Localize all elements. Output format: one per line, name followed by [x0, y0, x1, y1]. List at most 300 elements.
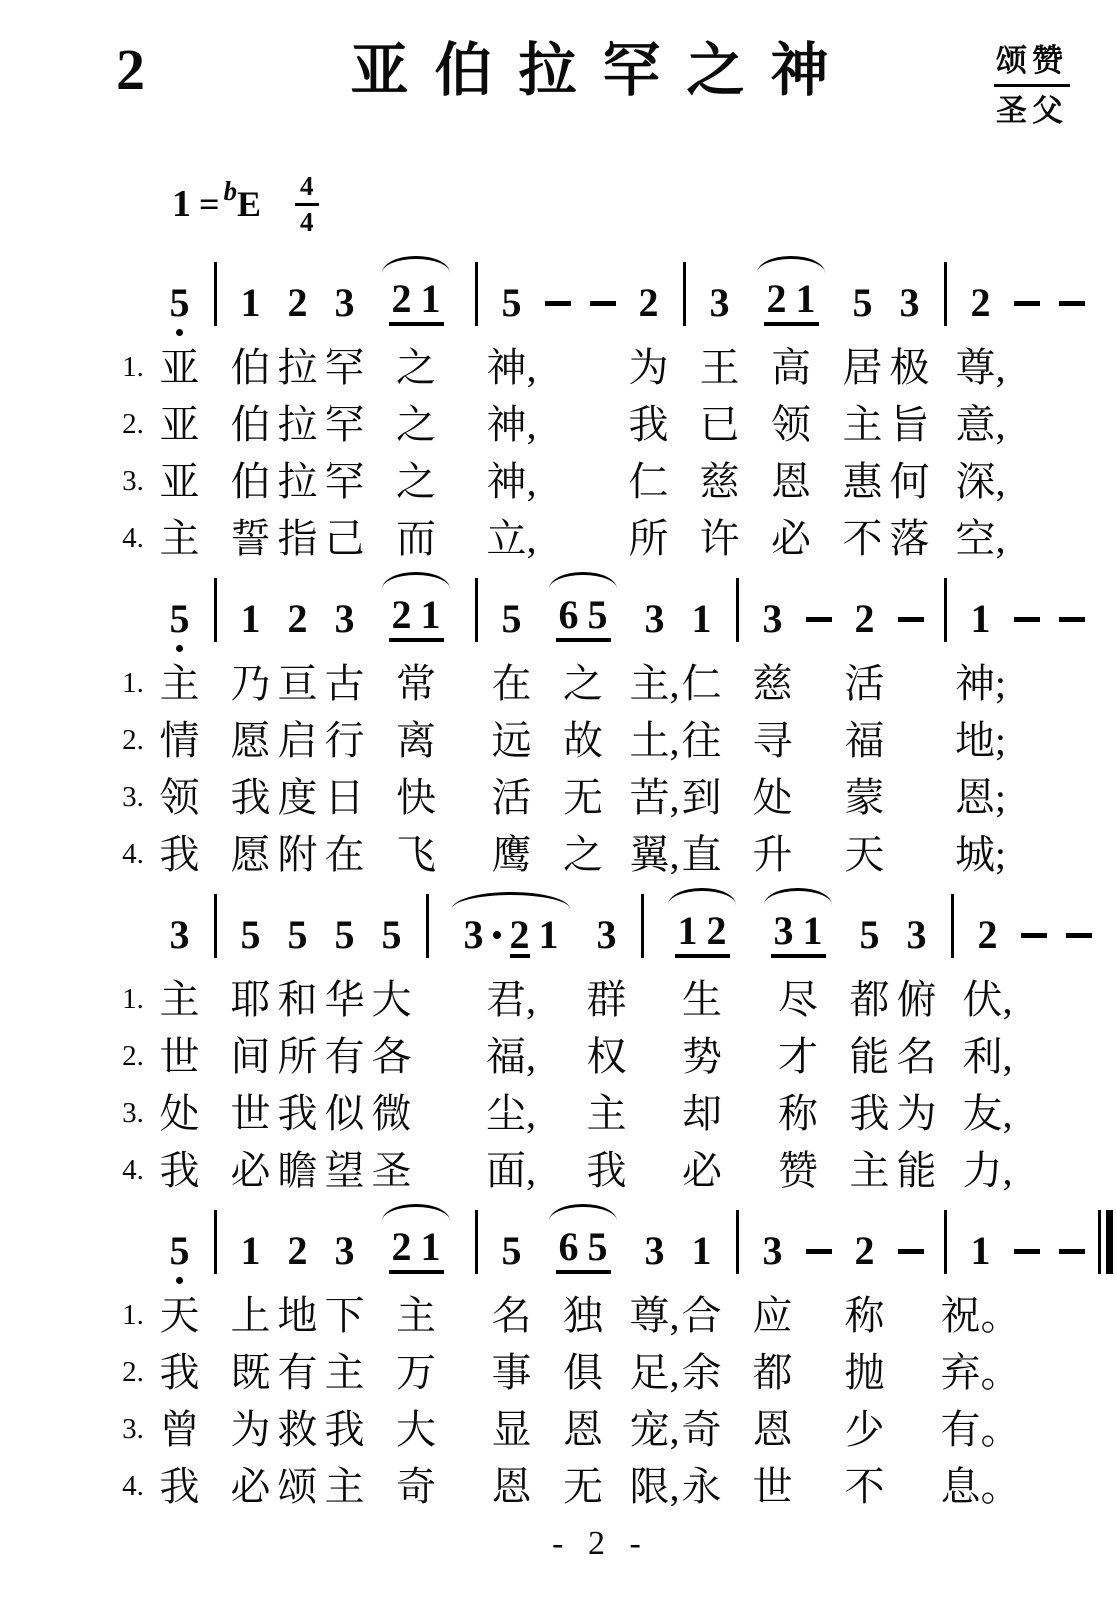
note-column — [886, 251, 933, 567]
barline-column — [464, 1199, 488, 1515]
lyric-cell — [203, 1401, 227, 1458]
lyric-cell — [888, 826, 933, 883]
lyric-cell — [464, 339, 488, 396]
lyric-cell — [110, 1028, 156, 1085]
note-column — [1049, 567, 1094, 883]
lyric-text: 各 — [371, 1033, 412, 1079]
note-column — [841, 1199, 888, 1515]
lyric-cell — [841, 1344, 888, 1401]
lyric-text: 苦, — [629, 774, 680, 820]
lyric-cell — [110, 1287, 156, 1344]
lyric-text: 抛 — [844, 1349, 885, 1395]
notation-cell — [696, 251, 743, 339]
lyric-cell — [672, 453, 696, 510]
lyric-cell — [368, 826, 464, 883]
lyric-cell — [888, 655, 933, 712]
note-column — [488, 567, 535, 883]
music-system — [110, 567, 1091, 883]
lyric-text: 曾 — [159, 1406, 200, 1452]
lyric-cell — [156, 1028, 203, 1085]
lyric-cell — [893, 1085, 940, 1142]
lyric-cell — [1011, 1028, 1056, 1085]
lyric-text: 有 — [324, 1033, 365, 1079]
note-sub — [583, 958, 630, 971]
lyric-cell — [488, 510, 535, 567]
lyric-text: 誓 — [230, 515, 271, 561]
lyric-cell — [749, 655, 796, 712]
lyric-cell — [796, 655, 841, 712]
lyric-text: 直 — [681, 831, 722, 877]
final-barline-thin — [1098, 1210, 1101, 1274]
lyric-cell — [933, 712, 957, 769]
lyric-text: 度 — [277, 774, 318, 820]
lyric-text: 无 — [563, 1463, 603, 1509]
lyric-cell — [274, 396, 321, 453]
notation-cell — [110, 567, 156, 655]
lyric-text: 亚 — [159, 458, 200, 504]
note-sub — [886, 326, 933, 339]
lyric-text: 利, — [962, 1033, 1013, 1079]
note-column — [110, 251, 156, 567]
notation-cell — [933, 567, 957, 655]
verse-number: 4. — [122, 838, 144, 871]
note-column — [368, 883, 415, 1199]
barline-column — [203, 567, 227, 883]
duration-dash — [1059, 617, 1085, 622]
lyric-cell — [630, 971, 654, 1028]
notation-cell — [156, 883, 203, 971]
note-sub — [743, 326, 839, 339]
notation-cell — [1004, 567, 1049, 655]
barline-column — [464, 567, 488, 883]
lyric-cell — [110, 453, 156, 510]
lyric-cell — [488, 453, 535, 510]
note-sub — [940, 958, 964, 971]
lyric-text: 行 — [324, 717, 365, 763]
lyric-text: 天 — [159, 1292, 200, 1338]
note-sub — [203, 1274, 227, 1287]
note-sub — [1004, 642, 1049, 655]
notation-cell — [957, 251, 1004, 339]
lyric-cell — [957, 396, 1004, 453]
lyric-text: 华 — [324, 976, 365, 1022]
note-column — [625, 251, 672, 567]
lyric-text: 许 — [699, 515, 740, 561]
lyric-cell — [796, 826, 841, 883]
lyric-text: 活 — [491, 774, 532, 820]
lyric-cell — [893, 971, 940, 1028]
lyric-text: 我 — [159, 1147, 200, 1193]
lyric-cell — [321, 655, 368, 712]
lyric-cell — [933, 339, 957, 396]
lyric-text: 独 — [563, 1292, 603, 1338]
note-column — [749, 1199, 796, 1515]
key-letter: E — [237, 184, 262, 225]
lyric-cell — [203, 1142, 227, 1199]
notation-cell — [630, 883, 654, 971]
note-column — [749, 567, 796, 883]
lyric-cell — [156, 826, 203, 883]
octave-dot — [176, 1277, 183, 1284]
lyric-cell — [321, 453, 368, 510]
lyric-text: 伯 — [230, 401, 271, 447]
note-column — [156, 251, 203, 567]
note-group — [389, 592, 444, 642]
notation-cell — [841, 1199, 888, 1287]
note-sub — [957, 1274, 1004, 1287]
lyric-cell — [796, 712, 841, 769]
note-sub — [888, 1274, 933, 1287]
notation-cell — [488, 251, 535, 339]
lyric-cell — [654, 971, 750, 1028]
slur — [452, 892, 570, 909]
note-column — [535, 1199, 631, 1515]
system-row — [110, 251, 1091, 567]
lyric-cell — [274, 1287, 321, 1344]
notation-cell — [841, 567, 888, 655]
note-column — [110, 567, 156, 883]
lyric-cell — [630, 1142, 654, 1199]
note: 1 — [240, 280, 261, 326]
barline-column — [933, 251, 957, 567]
lyric-text: 必 — [682, 1147, 722, 1193]
lyric-text: 亘 — [277, 660, 318, 706]
lyric-text: 情 — [159, 717, 200, 763]
lyric-cell — [1049, 1401, 1094, 1458]
note: 5 — [501, 280, 522, 326]
lyric-cell — [940, 1142, 964, 1199]
lyric-cell — [1004, 769, 1049, 826]
lyric-text: 耶 — [230, 976, 271, 1022]
note: 6 — [558, 1224, 579, 1270]
lyric-cell — [846, 1142, 893, 1199]
note: 3 — [644, 1228, 665, 1274]
note-column — [156, 1199, 203, 1515]
lyric-cell — [725, 769, 749, 826]
note-group — [764, 276, 819, 326]
lyric-text: 领 — [771, 401, 811, 447]
note: 3 — [709, 280, 730, 326]
dash-cell — [1014, 280, 1040, 326]
lyric-cell — [368, 453, 464, 510]
lyric-cell — [749, 826, 796, 883]
note-column — [110, 883, 156, 1199]
barline — [944, 262, 947, 326]
note-column — [110, 1199, 156, 1515]
notation-cell — [156, 251, 203, 339]
note-column — [696, 251, 743, 567]
lyric-cell — [274, 971, 321, 1028]
note-sub — [1094, 1274, 1116, 1287]
dash-cell — [1059, 596, 1085, 642]
lyric-text: 慈 — [752, 660, 793, 706]
slur — [668, 888, 735, 905]
lyric-text: 落 — [889, 515, 930, 561]
lyric-cell — [227, 1085, 274, 1142]
lyric-cell — [886, 453, 933, 510]
lyric-text: 拉 — [277, 401, 318, 447]
note-column — [1049, 251, 1094, 567]
lyric-cell — [796, 1287, 841, 1344]
lyric-cell — [274, 1344, 321, 1401]
note-sub — [750, 958, 846, 971]
note-sub — [227, 642, 274, 655]
notation-cell — [535, 1199, 631, 1287]
note: 5 — [287, 912, 308, 958]
lyric-cell — [1004, 655, 1049, 712]
lyric-text: 伏, — [962, 976, 1013, 1022]
lyric-cell — [464, 769, 488, 826]
lyric-cell — [631, 769, 678, 826]
note: 3 — [169, 912, 190, 958]
note: 2 — [391, 276, 412, 322]
note-column — [368, 1199, 464, 1515]
note-sub — [672, 326, 696, 339]
lyric-text: 却 — [682, 1090, 722, 1136]
note: 2 — [287, 596, 308, 642]
note-sub — [274, 1274, 321, 1287]
lyric-cell — [888, 1401, 933, 1458]
lyric-cell — [1056, 971, 1101, 1028]
lyric-text: 望 — [324, 1147, 365, 1193]
lyric-cell — [893, 1028, 940, 1085]
lyric-cell — [227, 1458, 274, 1515]
note-group — [675, 908, 730, 958]
note-sub — [488, 1274, 535, 1287]
lyric-text: 奇 — [396, 1463, 436, 1509]
note-group — [461, 912, 562, 958]
lyric-text: 瞻 — [277, 1147, 318, 1193]
lyric-cell — [227, 712, 274, 769]
lyric-cell — [886, 339, 933, 396]
lyric-text: 恩 — [752, 1406, 793, 1452]
dash-cell — [898, 596, 924, 642]
note-sub — [156, 1274, 203, 1287]
lyric-cell — [368, 396, 464, 453]
notation-cell — [156, 1199, 203, 1287]
barline — [475, 578, 478, 642]
note: 3 — [762, 1228, 783, 1274]
lyric-cell — [743, 453, 839, 510]
lyric-text: 力, — [962, 1147, 1013, 1193]
dash-cell — [806, 1228, 832, 1274]
note-sub — [274, 958, 321, 971]
note-sub — [156, 642, 203, 655]
notation-cell — [321, 883, 368, 971]
verse-number: 2. — [122, 408, 144, 441]
notation-cell — [321, 1199, 368, 1287]
category-label — [973, 42, 1091, 129]
lyric-text: 高 — [771, 344, 811, 390]
notation-cell — [886, 251, 933, 339]
note: 1 — [420, 276, 441, 322]
barline-column — [203, 1199, 227, 1515]
lyric-text: 合 — [681, 1292, 722, 1338]
note-column — [1011, 883, 1056, 1199]
duration-dash — [898, 617, 924, 622]
duration-dash — [1014, 617, 1040, 622]
lyric-cell — [535, 396, 580, 453]
note-sub — [1049, 642, 1094, 655]
lyric-text: 能 — [849, 1033, 890, 1079]
notation-cell — [203, 567, 227, 655]
augmentation-dot — [493, 931, 501, 939]
note-sub — [964, 958, 1011, 971]
note-column — [631, 1199, 678, 1515]
lyric-text: 亚 — [159, 401, 200, 447]
note-column — [156, 567, 203, 883]
lyric-text: 和 — [277, 976, 318, 1022]
lyric-cell — [583, 1142, 630, 1199]
note: 3 — [644, 596, 665, 642]
note: 2 — [854, 596, 875, 642]
verse-number: 2. — [122, 1356, 144, 1389]
note-sub — [846, 958, 893, 971]
lyric-cell — [583, 1028, 630, 1085]
lyric-text: 拉 — [277, 344, 318, 390]
lyric-cell — [274, 1028, 321, 1085]
lyric-cell — [743, 396, 839, 453]
note: 1 — [795, 276, 816, 322]
barline — [736, 578, 739, 642]
lyric-text: 罕 — [324, 401, 365, 447]
lyric-text: 意, — [955, 401, 1006, 447]
lyric-cell — [156, 1142, 203, 1199]
lyric-cell — [654, 1028, 750, 1085]
lyric-text: 必 — [230, 1463, 271, 1509]
verse-number: 4. — [122, 1154, 144, 1187]
barline — [214, 262, 217, 326]
notation-cell — [1094, 1199, 1116, 1287]
music-system — [110, 251, 1091, 567]
lyric-text: 恩; — [954, 774, 1007, 820]
barline-column — [933, 567, 957, 883]
lyric-cell — [1004, 1458, 1049, 1515]
note-sub — [274, 642, 321, 655]
lyric-cell — [321, 1458, 368, 1515]
lyric-cell — [1004, 1287, 1049, 1344]
lyric-cell — [156, 396, 203, 453]
lyric-cell — [321, 971, 368, 1028]
lyric-text: 势 — [682, 1033, 722, 1079]
barline — [475, 1210, 478, 1274]
note-sub — [415, 958, 439, 971]
lyric-cell — [321, 1287, 368, 1344]
lyric-cell — [464, 510, 488, 567]
note-sub — [625, 326, 672, 339]
lyric-cell — [488, 396, 535, 453]
lyric-cell — [274, 1142, 321, 1199]
verse-number: 2. — [122, 724, 144, 757]
lyric-text: 深, — [955, 458, 1006, 504]
lyric-cell — [227, 510, 274, 567]
note-sub — [227, 326, 274, 339]
note: 3 — [773, 908, 794, 954]
lyric-text: 仁 — [681, 660, 722, 706]
lyric-cell — [696, 453, 743, 510]
note-sub — [368, 642, 464, 655]
lyric-cell — [725, 1458, 749, 1515]
note-sub — [841, 1274, 888, 1287]
note: 3 — [463, 912, 484, 958]
lyric-cell — [749, 1344, 796, 1401]
notation-cell — [227, 251, 274, 339]
lyric-text: 拉 — [277, 458, 318, 504]
slur — [382, 256, 449, 273]
lyric-cell — [888, 769, 933, 826]
lyric-cell — [274, 769, 321, 826]
duration-dash — [1059, 1249, 1085, 1254]
lyric-cell — [321, 1028, 368, 1085]
lyric-text: 愿 — [230, 831, 271, 877]
lyric-cell — [886, 510, 933, 567]
lyric-cell — [841, 769, 888, 826]
lyric-cell — [488, 1287, 535, 1344]
lyric-cell — [1049, 826, 1094, 883]
lyric-text: 似 — [324, 1090, 365, 1136]
notation-cell — [839, 251, 886, 339]
lyric-text: 不 — [842, 515, 883, 561]
lyric-cell — [110, 1344, 156, 1401]
lyric-cell — [274, 510, 321, 567]
lyric-cell — [203, 396, 227, 453]
lyric-cell — [535, 712, 631, 769]
lyric-text: 上 — [230, 1292, 271, 1338]
notation-cell — [654, 883, 750, 971]
lyric-cell — [156, 453, 203, 510]
lyric-text: 日 — [324, 774, 365, 820]
lyric-cell — [888, 1344, 933, 1401]
lyric-text: 有 — [277, 1349, 318, 1395]
note-column — [888, 567, 933, 883]
lyric-text: 世 — [159, 1033, 200, 1079]
lyric-text: 主 — [396, 1292, 436, 1338]
note: 5 — [169, 280, 190, 326]
note-group — [389, 1224, 444, 1274]
barline — [944, 578, 947, 642]
notation-cell — [631, 567, 678, 655]
lyric-cell — [625, 396, 672, 453]
lyric-cell — [203, 510, 227, 567]
lyric-cell — [1049, 396, 1094, 453]
lyric-cell — [368, 1458, 464, 1515]
note-column — [321, 251, 368, 567]
note-column — [274, 883, 321, 1199]
barline-column — [672, 251, 696, 567]
lyric-cell — [841, 1287, 888, 1344]
note: 2 — [970, 280, 991, 326]
lyric-cell — [1004, 1344, 1049, 1401]
lyric-cell — [488, 655, 535, 712]
lyric-cell — [156, 339, 203, 396]
duration-dash — [1014, 1249, 1040, 1254]
barline-column — [203, 251, 227, 567]
note-sub — [1004, 326, 1049, 339]
lyric-cell — [274, 339, 321, 396]
lyric-cell — [846, 971, 893, 1028]
notation-cell — [580, 251, 625, 339]
lyric-text: 常 — [396, 660, 436, 706]
notation-cell — [274, 251, 321, 339]
note-sub — [368, 958, 415, 971]
notation-cell — [625, 251, 672, 339]
lyric-cell — [672, 339, 696, 396]
note-sub — [839, 326, 886, 339]
notation-cell — [1049, 1199, 1094, 1287]
notation-cell — [321, 251, 368, 339]
note-sub — [631, 642, 678, 655]
lyric-cell — [203, 1458, 227, 1515]
